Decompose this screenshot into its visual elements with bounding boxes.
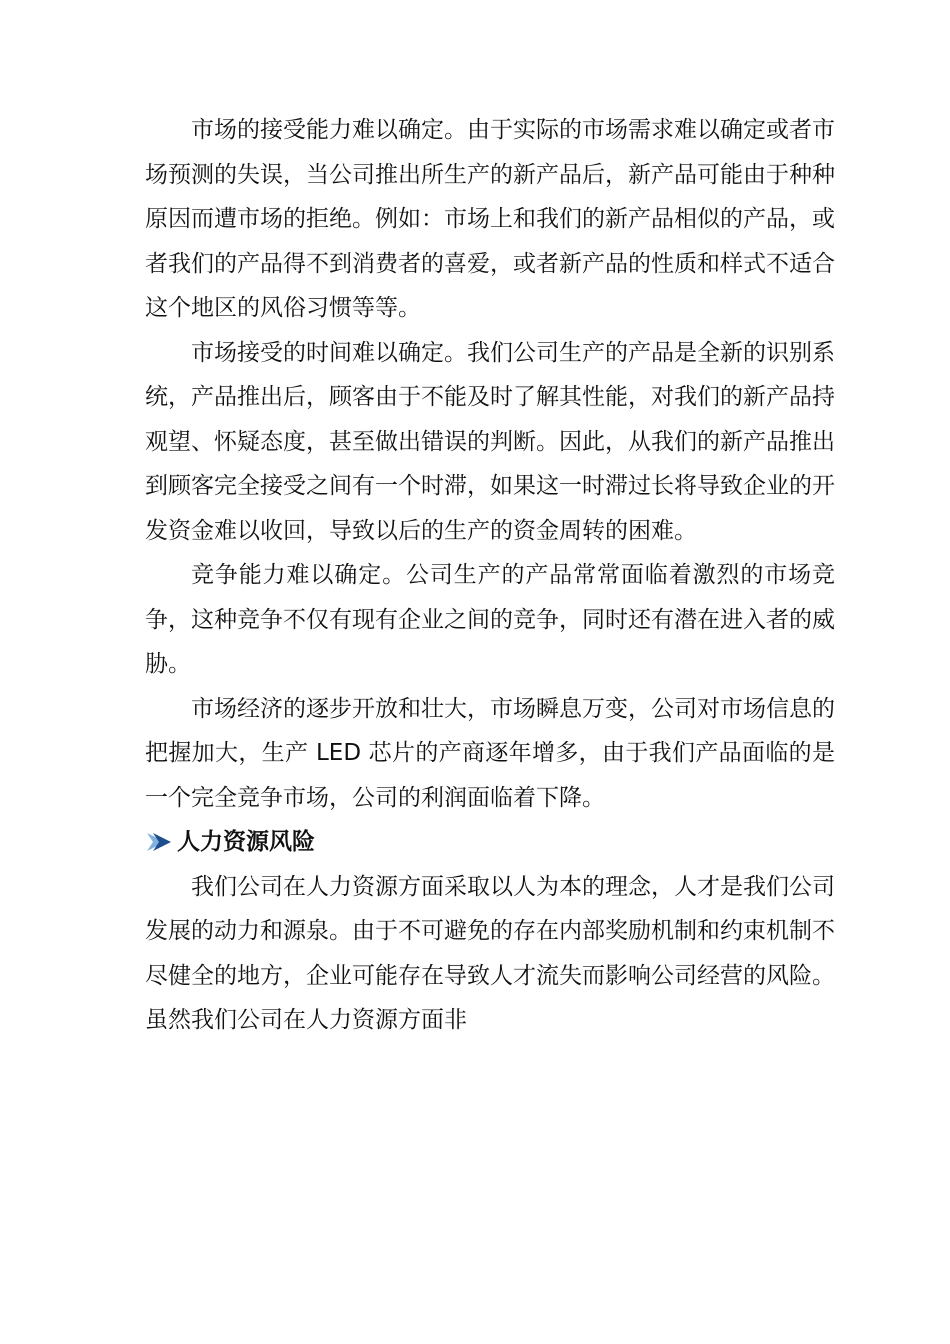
paragraph-acceptance-time: 市场接受的时间难以确定。我们公司生产的产品是全新的识别系统，产品推出后，顾客由于不能及时了解其性能，对我们的新产品持观望、怀疑态度，甚至做出错误的判断。因此，从我们的新产品推出到顾客完全接受之间有一个时滞，如果这一时滞过长将导致企业的开发资金难以收回，导致以后的生产的资金周转的困难。 [145, 339, 835, 544]
section-heading-text: 人力资源风险 [177, 829, 315, 855]
section-heading-hr-risk [145, 820, 835, 865]
paragraph-hr-philosophy: 我们公司在人力资源方面采取以人为本的理念，人才是我们公司发展的动力和源泉。由于不可避免的存在内部奖励机制和约束机制不尽健全的地方，企业可能存在导致人才流失而影响公司经营的风险。虽然我们公司在人力资源方面非 [145, 873, 835, 1033]
paragraph-market-economy: 市场经济的逐步开放和壮大，市场瞬息万变，公司对市场信息的把握加大，生产 LED 芯片的产商逐年增多，由于我们产品面临的是一个完全竞争市场，公司的利润面临着下降。 [145, 695, 835, 811]
arrow-bullet-icon [145, 827, 175, 857]
paragraph-competitiveness: 竞争能力难以确定。公司生产的产品常常面临着激烈的市场竞争，这种竞争不仅有现有企业之间的竞争，同时还有潜在进入者的威胁。 [145, 562, 835, 677]
document-page [145, 108, 835, 1043]
paragraph-market-acceptance: 市场的接受能力难以确定。由于实际的市场需求难以确定或者市场预测的失误，当公司推出所生产的新产品后，新产品可能由于种种原因而遭市场的拒绝。例如：市场上和我们的新产品相似的产品，或者我们的产品得不到消费者的喜爱，或者新产品的性质和样式不适合这个地区的风俗习惯等等。 [145, 117, 835, 321]
